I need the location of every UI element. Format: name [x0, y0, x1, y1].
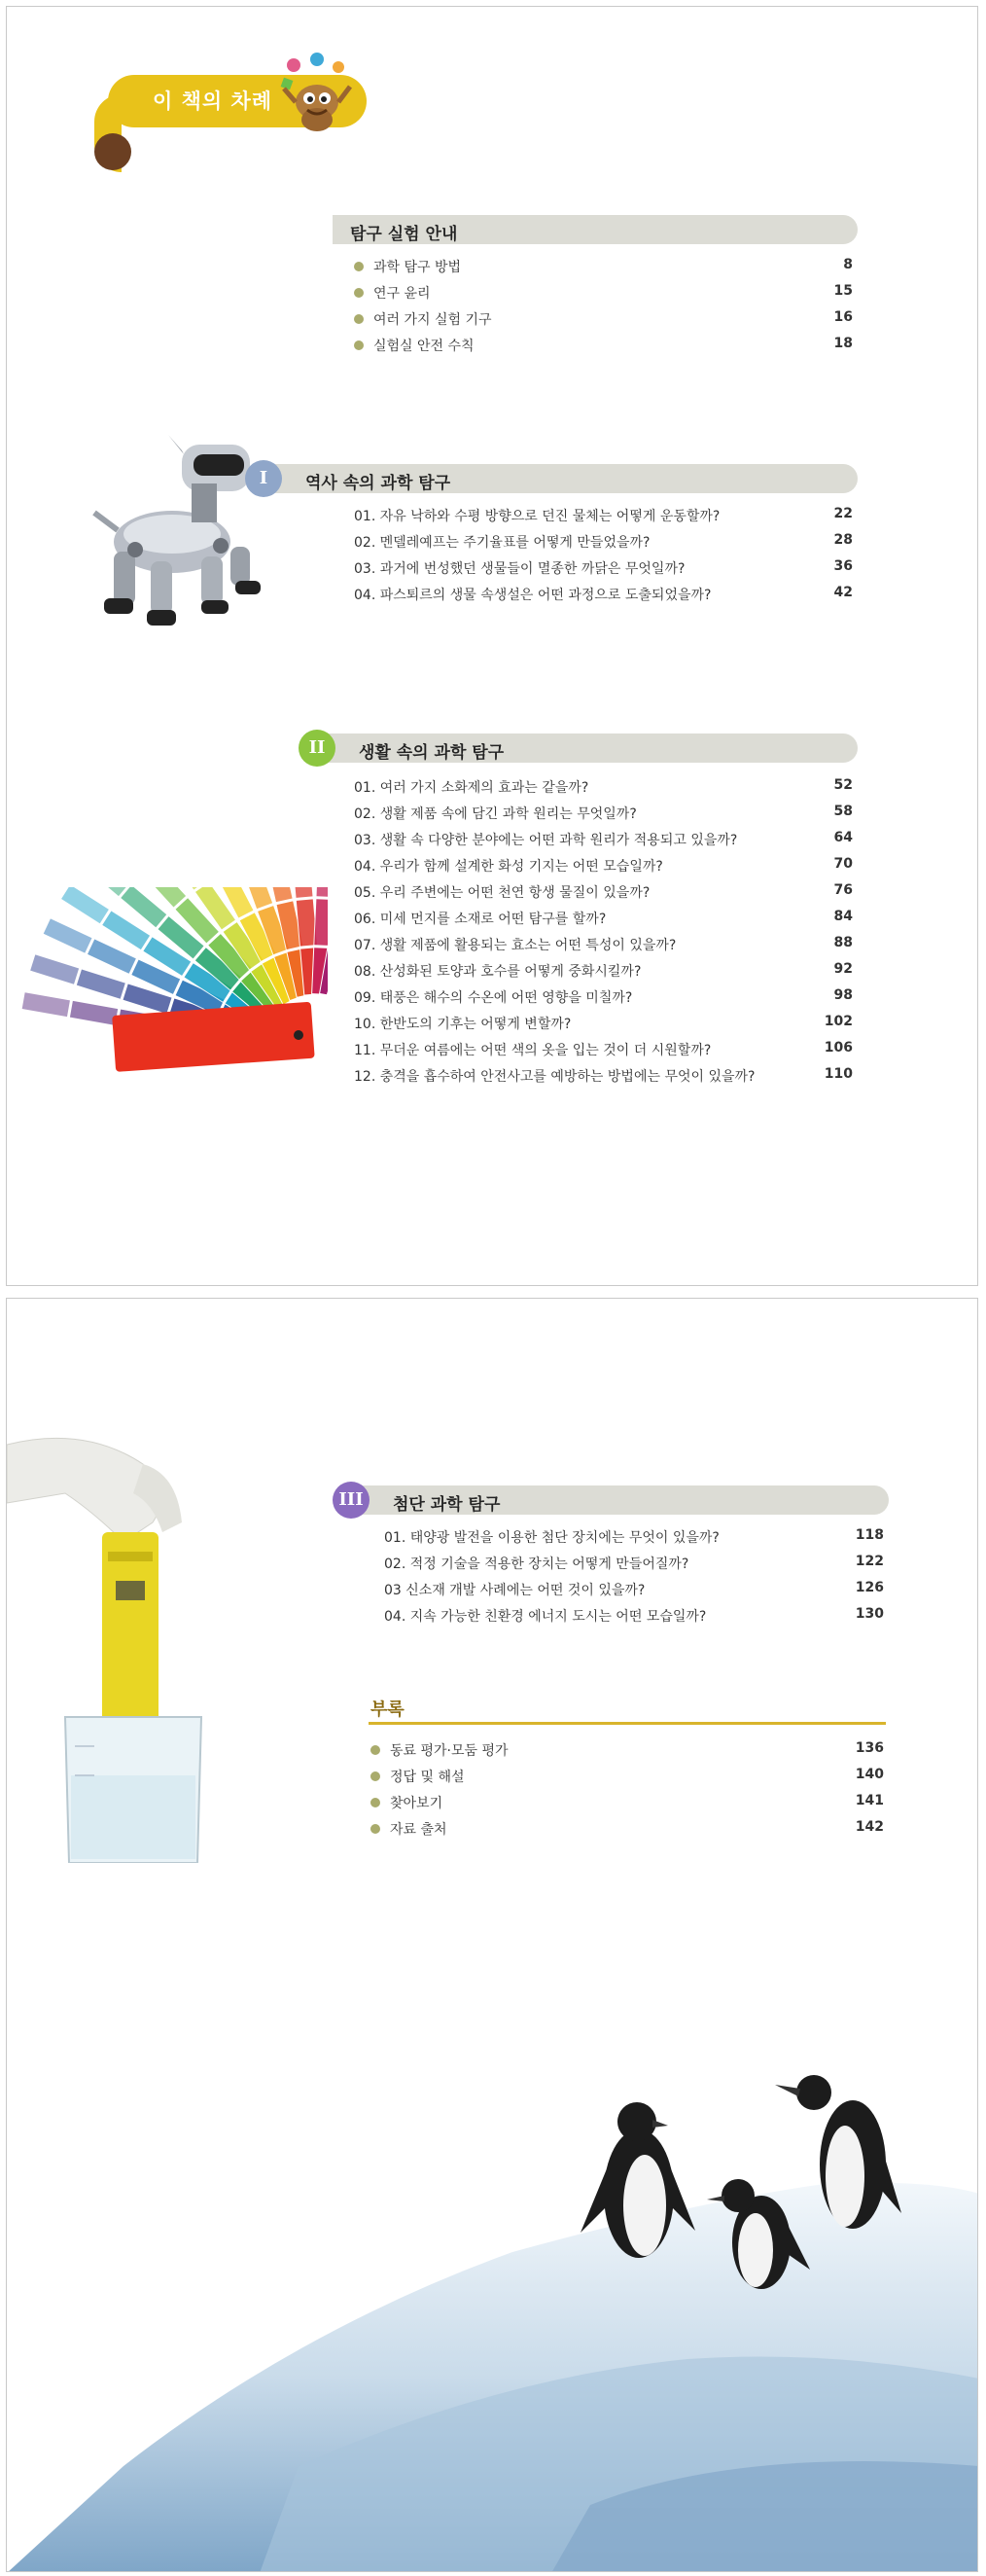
bullet-icon: [354, 340, 364, 350]
toc-item[interactable]: [384, 1525, 884, 1549]
toc-item[interactable]: [354, 504, 853, 527]
toc-item[interactable]: [354, 985, 853, 1009]
banner-dot: [94, 133, 131, 170]
toc-item-text: 과학 탐구 방법: [373, 260, 462, 275]
toc-item[interactable]: [354, 854, 853, 877]
toc-item-page: 102: [824, 1014, 853, 1029]
toc-item-page: 16: [833, 309, 853, 325]
toc-item[interactable]: [354, 530, 853, 554]
toc-item-text: 찾아보기: [390, 1796, 443, 1811]
toc-item-page: 126: [855, 1580, 884, 1595]
toc-item-text: 09. 태풍은 해수의 수온에 어떤 영향을 미칠까?: [354, 990, 633, 1006]
toc-item[interactable]: [384, 1552, 884, 1575]
section-header-history: [259, 464, 858, 493]
toc-item[interactable]: [354, 775, 853, 799]
toc-item-text: 02. 멘델레예프는 주기율표를 어떻게 만들었을까?: [354, 535, 651, 551]
bullet-icon: [370, 1745, 380, 1755]
toc-item-text: 자료 출처: [390, 1822, 447, 1838]
mascot-icon: [274, 52, 360, 137]
toc-item-page: 36: [833, 558, 853, 574]
toc-item[interactable]: [370, 1765, 884, 1788]
toc-item[interactable]: [384, 1604, 884, 1628]
toc-item[interactable]: [354, 907, 853, 930]
toc-item[interactable]: [354, 281, 853, 304]
toc-item[interactable]: [354, 1038, 853, 1061]
toc-item-page: 18: [833, 336, 853, 351]
toc-item-text: 11. 무더운 여름에는 어떤 색의 옷을 입는 것이 더 시원할까?: [354, 1043, 712, 1058]
toc-item[interactable]: [354, 1064, 853, 1088]
toc-item[interactable]: [354, 1012, 853, 1035]
toc-item-text: 01. 태양광 발전을 이용한 첨단 장치에는 무엇이 있을까?: [384, 1530, 720, 1546]
toc-item-page: 88: [833, 935, 853, 950]
bullet-icon: [354, 314, 364, 324]
toc-item[interactable]: [384, 1578, 884, 1601]
toc-item-text: 실험실 안전 수칙: [373, 339, 475, 354]
toc-item[interactable]: [354, 828, 853, 851]
section-header-daily-life: [308, 733, 858, 763]
appendix-divider: [369, 1722, 886, 1725]
section-header-guide: [333, 215, 858, 244]
toc-item-page: 58: [833, 804, 853, 819]
toc-item-page: 52: [833, 777, 853, 793]
toc-item-text: 03. 과거에 번성했던 생물들이 멸종한 까닭은 무엇일까?: [354, 561, 686, 577]
toc-item-text: 정답 및 해설: [390, 1770, 465, 1785]
toc-item-page: 76: [833, 882, 853, 898]
bullet-icon: [354, 288, 364, 298]
toc-item-text: 08. 산성화된 토양과 호수를 어떻게 중화시킬까?: [354, 964, 642, 980]
toc-item-page: 141: [855, 1793, 884, 1808]
bullet-icon: [370, 1798, 380, 1807]
toc-item[interactable]: [370, 1791, 884, 1814]
toc-item[interactable]: [354, 334, 853, 357]
toc-item-page: 28: [833, 532, 853, 548]
section-numeral: I: [245, 460, 282, 497]
toc-item-text: 03. 생활 속 다양한 분야에는 어떤 과학 원리가 적용되고 있을까?: [354, 833, 738, 848]
toc-item-text: 04. 우리가 함께 설계한 화성 기지는 어떤 모습일까?: [354, 859, 663, 875]
bullet-icon: [370, 1771, 380, 1781]
toc-item-page: 118: [855, 1527, 884, 1543]
toc-item-text: 연구 윤리: [373, 286, 431, 302]
toc-item-text: 05. 우리 주변에는 어떤 천연 항생 물질이 있을까?: [354, 885, 651, 901]
toc-item-text: 01. 여러 가지 소화제의 효과는 같을까?: [354, 780, 589, 796]
toc-item[interactable]: [370, 1738, 884, 1762]
toc-item[interactable]: [354, 583, 853, 606]
toc-item-page: 84: [833, 909, 853, 924]
toc-page-1: [6, 6, 978, 1286]
toc-item-page: 136: [855, 1740, 884, 1756]
toc-title-banner: [94, 75, 367, 172]
section-numeral: III: [333, 1482, 370, 1519]
toc-item-page: 106: [824, 1040, 853, 1055]
toc-item-text: 01. 자유 낙하와 수평 방향으로 던진 물체는 어떻게 운동할까?: [354, 509, 721, 524]
toc-item-page: 15: [833, 283, 853, 299]
toc-item-page: 92: [833, 961, 853, 977]
toc-item-page: 142: [855, 1819, 884, 1835]
section-numeral: II: [299, 730, 335, 767]
toc-item-page: 22: [833, 506, 853, 521]
toc-item-text: 동료 평가·모둠 평가: [390, 1743, 509, 1759]
section-title: 탐구 실험 안내: [350, 225, 458, 244]
penguins-on-ice-illustration: [7, 1921, 978, 2572]
toc-item[interactable]: [354, 959, 853, 983]
toc-item[interactable]: [354, 307, 853, 331]
toc-item[interactable]: [354, 255, 853, 278]
toc-item-text: 02. 적정 기술을 적용한 장치는 어떻게 만들어질까?: [384, 1556, 689, 1572]
toc-item-page: 8: [843, 257, 853, 272]
toc-item-text: 02. 생활 제품 속에 담긴 과학 원리는 무엇일까?: [354, 806, 637, 822]
toc-item-text: 07. 생활 제품에 활용되는 효소는 어떤 특성이 있을까?: [354, 938, 677, 953]
robot-dog-illustration: [75, 425, 279, 639]
toc-item-page: 98: [833, 987, 853, 1003]
section-title: 첨단 과학 탐구: [393, 1495, 501, 1515]
toc-item-text: 04. 파스퇴르의 생물 속생설은 어떤 과정으로 도출되었을까?: [354, 588, 712, 603]
section-title: 생활 속의 과학 탐구: [359, 743, 505, 763]
toc-page-2: [6, 1298, 978, 2572]
toc-title: 이 책의 차례: [153, 89, 273, 113]
toc-item-page: 140: [855, 1767, 884, 1782]
toc-item[interactable]: [354, 556, 853, 580]
toc-item[interactable]: [354, 802, 853, 825]
bullet-icon: [354, 262, 364, 271]
section-header-advanced: [338, 1485, 889, 1515]
appendix-title: 부록: [370, 1699, 405, 1720]
toc-item-text: 10. 한반도의 기후는 어떻게 변할까?: [354, 1017, 572, 1032]
bullet-icon: [370, 1824, 380, 1834]
toc-item-page: 130: [855, 1606, 884, 1622]
toc-item-page: 64: [833, 830, 853, 845]
toc-item-text: 04. 지속 가능한 친환경 에너지 도시는 어떤 모습일까?: [384, 1609, 707, 1625]
toc-item-page: 42: [833, 585, 853, 600]
toc-item-text: 여러 가지 실험 기구: [373, 312, 492, 328]
color-swatch-fan-illustration: [7, 887, 328, 1140]
toc-item-text: 12. 충격을 흡수하여 안전사고를 예방하는 방법에는 무엇이 있을까?: [354, 1069, 756, 1085]
section-title: 역사 속의 과학 탐구: [305, 474, 451, 493]
toc-item[interactable]: [354, 880, 853, 904]
toc-item[interactable]: [370, 1817, 884, 1841]
toc-item-page: 122: [855, 1554, 884, 1569]
ph-meter-in-beaker-illustration: [7, 1406, 260, 1863]
toc-item-text: 06. 미세 먼지를 소재로 어떤 탐구를 할까?: [354, 912, 607, 927]
toc-item[interactable]: [354, 933, 853, 956]
toc-item-page: 70: [833, 856, 853, 872]
toc-item-text: 03 신소재 개발 사례에는 어떤 것이 있을까?: [384, 1583, 646, 1598]
toc-item-page: 110: [824, 1066, 853, 1082]
